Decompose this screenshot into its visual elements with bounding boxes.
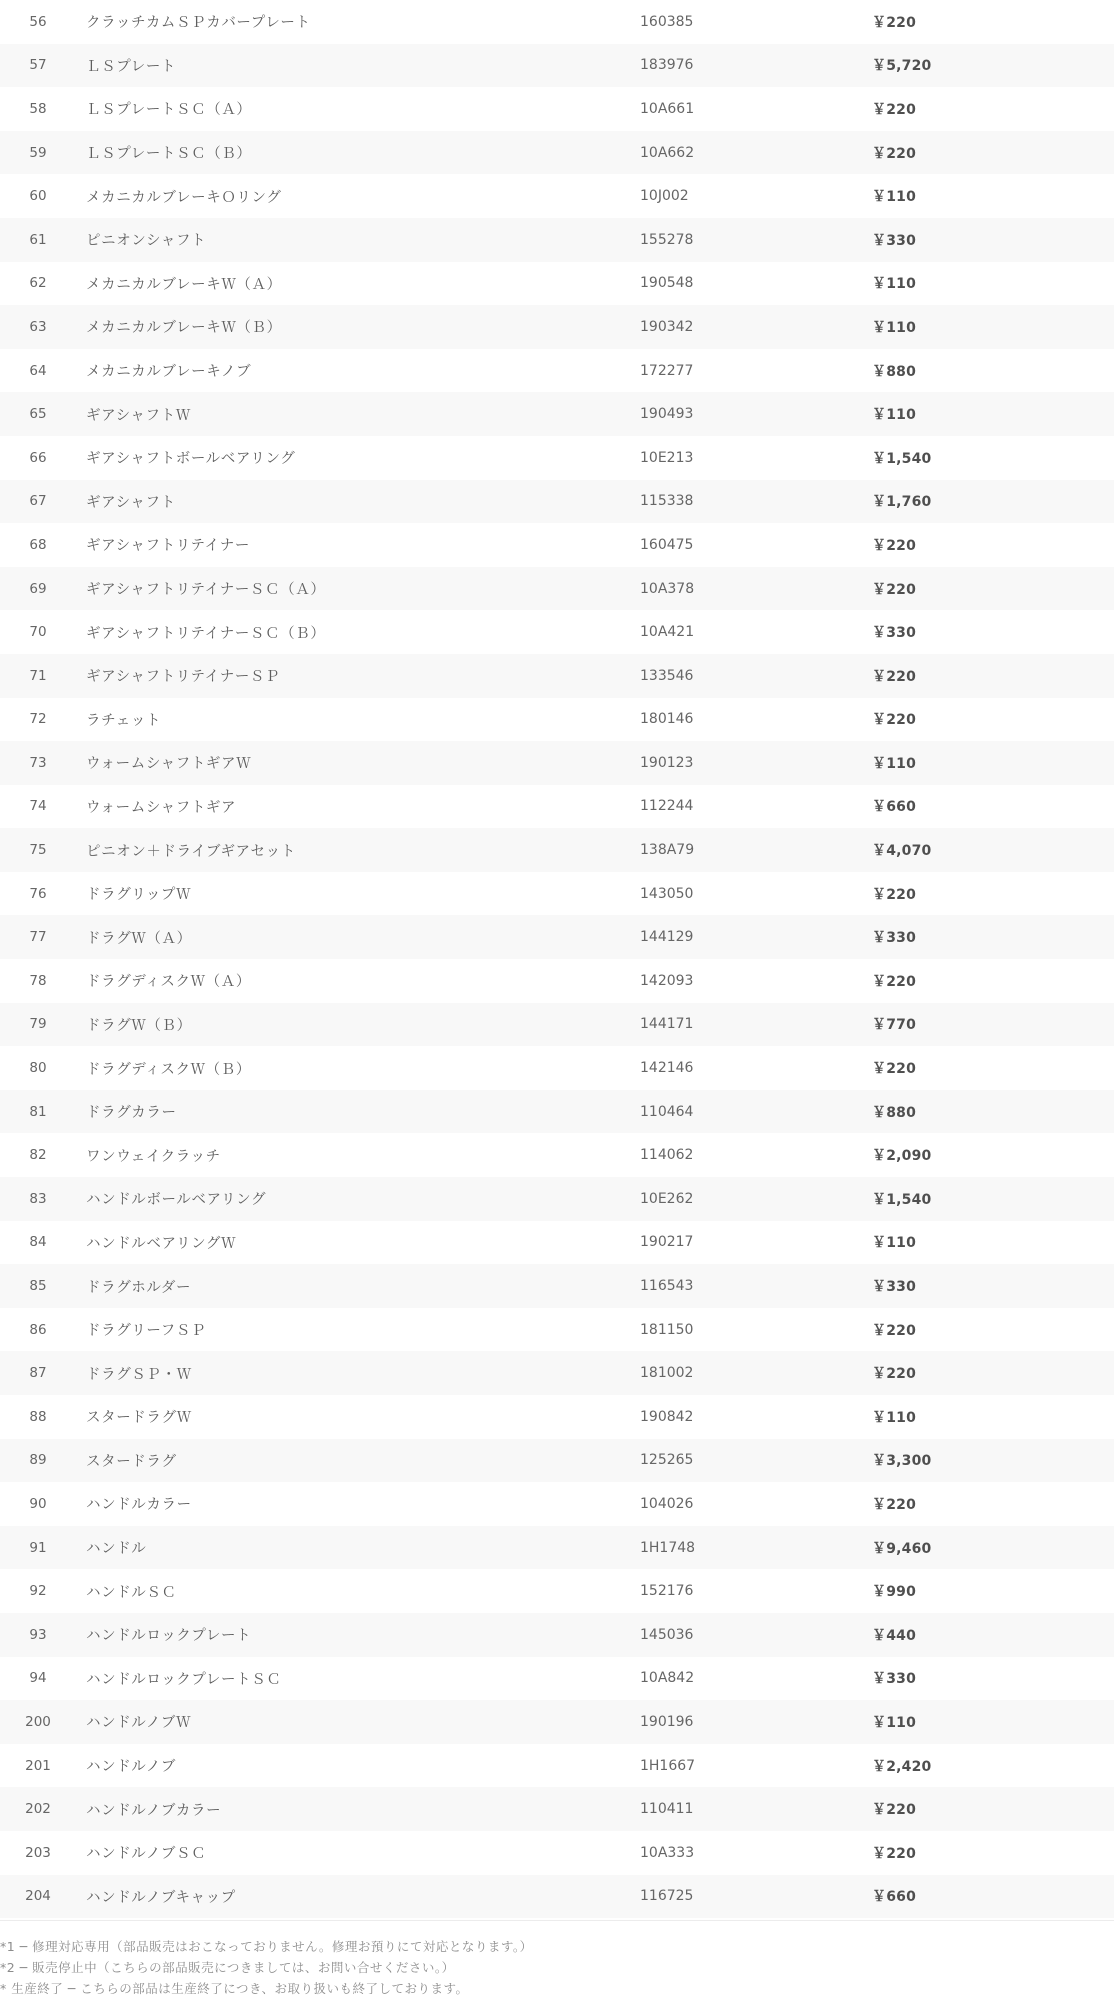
- part-price-cell: ￥330: [872, 1279, 917, 1296]
- part-number-cell: 78: [29, 972, 47, 989]
- part-code-cell: 115338: [640, 493, 694, 510]
- part-name-cell: クラッチカムＳＰカバープレート: [86, 15, 311, 32]
- part-name-cell: ドラグリップＷ: [86, 887, 192, 904]
- part-number-cell: 66: [29, 449, 47, 466]
- part-code-cell: 143050: [640, 885, 694, 902]
- part-price-cell: ￥990: [872, 1584, 917, 1601]
- part-name-cell: ギアシャフト: [86, 494, 176, 511]
- part-name-cell: ドラグＷ（Ｂ）: [86, 1017, 192, 1034]
- footnotes: [0, 1936, 1114, 1999]
- row-padding-cell: [1072, 1003, 1114, 1047]
- table-row: [0, 392, 1114, 436]
- part-name-cell: メカニカルブレーキＷ（Ｂ）: [86, 320, 282, 337]
- part-number-cell: 82: [29, 1147, 47, 1164]
- part-price-cell: ￥110: [872, 319, 917, 336]
- part-number-cell: 91: [29, 1539, 47, 1556]
- part-name-cell: ラチェット: [86, 712, 162, 729]
- part-code-cell: 114062: [640, 1147, 694, 1164]
- row-padding-cell: [1072, 523, 1114, 567]
- part-name-cell: ハンドルＳＣ: [86, 1584, 177, 1601]
- part-code-cell: 112244: [640, 798, 694, 815]
- row-padding-cell: [1072, 1090, 1114, 1134]
- part-name-cell: ウォームシャフトギア: [86, 799, 237, 816]
- part-price-cell: ￥220: [872, 101, 917, 118]
- part-number-cell: 70: [29, 624, 47, 641]
- part-number-cell: 93: [29, 1626, 47, 1643]
- part-number-cell: 59: [29, 144, 47, 161]
- part-code-cell: 104026: [640, 1495, 694, 1512]
- row-padding-cell: [1072, 1221, 1114, 1265]
- part-price-cell: ￥110: [872, 1714, 917, 1731]
- row-padding-cell: [1072, 1744, 1114, 1788]
- part-price-cell: ￥220: [872, 14, 917, 31]
- part-price-cell: ￥440: [872, 1627, 917, 1644]
- row-padding-cell: [1072, 741, 1114, 785]
- part-price-cell: ￥220: [872, 1802, 917, 1819]
- table-row: [0, 1569, 1114, 1613]
- part-price-cell: ￥5,720: [872, 58, 932, 75]
- part-price-cell: ￥330: [872, 625, 917, 642]
- table-row: [0, 959, 1114, 1003]
- part-code-cell: 190342: [640, 318, 694, 335]
- part-price-cell: ￥1,760: [872, 494, 932, 511]
- part-price-cell: ￥9,460: [872, 1540, 932, 1557]
- part-name-cell: ドラグカラー: [86, 1105, 177, 1122]
- part-name-cell: ドラグＳＰ・Ｗ: [86, 1366, 192, 1383]
- table-row: [0, 1308, 1114, 1352]
- table-row: [0, 1046, 1114, 1090]
- part-code-cell: 110411: [640, 1801, 694, 1818]
- part-code-cell: 142146: [640, 1060, 694, 1077]
- row-padding-cell: [1072, 785, 1114, 829]
- part-price-cell: ￥110: [872, 189, 917, 206]
- part-number-cell: 80: [29, 1060, 47, 1077]
- part-price-cell: ￥770: [872, 1017, 917, 1034]
- part-name-cell: ドラグリーフＳＰ: [86, 1323, 207, 1340]
- part-price-cell: ￥1,540: [872, 1191, 932, 1208]
- row-padding-cell: [1072, 349, 1114, 393]
- part-price-cell: ￥110: [872, 276, 917, 293]
- part-code-cell: 190217: [640, 1234, 694, 1251]
- part-name-cell: ハンドルカラー: [86, 1497, 192, 1514]
- part-price-cell: ￥330: [872, 1671, 917, 1688]
- part-name-cell: ドラグディスクＷ（Ａ）: [86, 974, 251, 991]
- table-row: [0, 1395, 1114, 1439]
- part-price-cell: ￥660: [872, 1889, 917, 1906]
- table-row: [0, 741, 1114, 785]
- row-padding-cell: [1072, 1395, 1114, 1439]
- part-number-cell: 65: [29, 406, 47, 423]
- part-name-cell: ＬＳプレートＳＣ（Ｂ）: [86, 146, 252, 163]
- part-code-cell: 152176: [640, 1583, 694, 1600]
- row-padding-cell: [1072, 1569, 1114, 1613]
- part-number-cell: 68: [29, 536, 47, 553]
- footnote-repair-only: *1 ─ 修理対応専用（部品販売はおこなっておりません。修理お預りにて対応となります。）: [0, 1939, 533, 1954]
- part-number-cell: 64: [29, 362, 47, 379]
- row-padding-cell: [1072, 1657, 1114, 1701]
- part-name-cell: ギアシャフトリテイナーＳＣ（Ｂ）: [86, 625, 326, 642]
- table-row: [0, 1439, 1114, 1483]
- part-code-cell: 142093: [640, 972, 694, 989]
- part-price-cell: ￥330: [872, 232, 917, 249]
- row-padding-cell: [1072, 828, 1114, 872]
- part-number-cell: 200: [25, 1713, 51, 1730]
- part-code-cell: 138A79: [640, 842, 695, 859]
- part-number-cell: 85: [29, 1278, 47, 1295]
- table-row: [0, 828, 1114, 872]
- part-price-cell: ￥4,070: [872, 843, 932, 860]
- table-row: [0, 872, 1114, 916]
- part-price-cell: ￥2,420: [872, 1758, 932, 1775]
- table-row: [0, 44, 1114, 88]
- row-padding-cell: [1072, 1700, 1114, 1744]
- part-name-cell: ドラグディスクＷ（Ｂ）: [86, 1061, 251, 1078]
- part-code-cell: 1H1748: [640, 1539, 696, 1556]
- part-number-cell: 58: [29, 100, 47, 117]
- part-name-cell: ハンドルロックプレートＳＣ: [86, 1671, 282, 1688]
- row-padding-cell: [1072, 1482, 1114, 1526]
- part-price-cell: ￥220: [872, 886, 917, 903]
- table-row: [0, 523, 1114, 567]
- part-code-cell: 190842: [640, 1408, 694, 1425]
- table-row: [0, 1177, 1114, 1221]
- part-number-cell: 201: [25, 1757, 51, 1774]
- row-padding-cell: [1072, 305, 1114, 349]
- part-price-cell: ￥220: [872, 712, 917, 729]
- table-row: [0, 131, 1114, 175]
- part-number-cell: 84: [29, 1234, 47, 1251]
- part-name-cell: ピニオンシャフト: [86, 233, 207, 250]
- table-row: [0, 567, 1114, 611]
- part-price-cell: ￥220: [872, 973, 917, 990]
- part-number-cell: 62: [29, 275, 47, 292]
- part-price-cell: ￥110: [872, 407, 917, 424]
- row-padding-cell: [1072, 1177, 1114, 1221]
- part-price-cell: ￥220: [872, 668, 917, 685]
- row-padding-cell: [1072, 87, 1114, 131]
- part-price-cell: ￥220: [872, 1366, 917, 1383]
- table-row: [0, 349, 1114, 393]
- table-row: [0, 1831, 1114, 1875]
- part-code-cell: 10A421: [640, 624, 695, 641]
- part-name-cell: ドラグホルダー: [86, 1279, 192, 1296]
- table-row: [0, 1264, 1114, 1308]
- part-code-cell: 10A662: [640, 144, 695, 161]
- part-name-cell: スタードラグ: [86, 1453, 177, 1470]
- part-code-cell: 10E213: [640, 449, 694, 466]
- part-code-cell: 1H1667: [640, 1757, 696, 1774]
- part-name-cell: メカニカルブレーキＷ（Ａ）: [86, 276, 282, 293]
- table-row: [0, 1526, 1114, 1570]
- part-number-cell: 83: [29, 1190, 47, 1207]
- row-padding-cell: [1072, 480, 1114, 524]
- row-padding-cell: [1072, 610, 1114, 654]
- part-code-cell: 116725: [640, 1888, 694, 1905]
- part-number-cell: 57: [29, 57, 47, 74]
- part-name-cell: スタードラグＷ: [86, 1410, 192, 1427]
- part-name-cell: ウォームシャフトギアＷ: [86, 756, 252, 773]
- row-padding-cell: [1072, 1613, 1114, 1657]
- part-code-cell: 155278: [640, 231, 694, 248]
- part-price-cell: ￥220: [872, 1061, 917, 1078]
- part-number-cell: 87: [29, 1365, 47, 1382]
- part-name-cell: ピニオン＋ドライブギアセット: [86, 843, 296, 860]
- row-padding-cell: [1072, 262, 1114, 306]
- part-code-cell: 160385: [640, 13, 694, 30]
- row-padding-cell: [1072, 872, 1114, 916]
- row-padding-cell: [1072, 1831, 1114, 1875]
- part-number-cell: 86: [29, 1321, 47, 1338]
- part-code-cell: 10A661: [640, 100, 695, 117]
- table-row: [0, 480, 1114, 524]
- part-name-cell: ハンドルノブＷ: [86, 1715, 192, 1732]
- part-code-cell: 144171: [640, 1016, 694, 1033]
- table-bottom-divider: [0, 1920, 1114, 1921]
- part-number-cell: 204: [25, 1888, 51, 1905]
- table-row: [0, 654, 1114, 698]
- row-padding-cell: [1072, 44, 1114, 88]
- part-number-cell: 69: [29, 580, 47, 597]
- part-price-cell: ￥110: [872, 1409, 917, 1426]
- row-padding-cell: [1072, 915, 1114, 959]
- row-padding-cell: [1072, 1046, 1114, 1090]
- row-padding-cell: [1072, 131, 1114, 175]
- table-row: [0, 915, 1114, 959]
- part-name-cell: メカニカルブレーキノブ: [86, 364, 252, 381]
- part-price-cell: ￥110: [872, 1235, 917, 1252]
- part-code-cell: 116543: [640, 1278, 694, 1295]
- row-padding-cell: [1072, 1875, 1114, 1919]
- part-number-cell: 92: [29, 1583, 47, 1600]
- part-name-cell: ギアシャフトＷ: [86, 407, 191, 424]
- table-row: [0, 174, 1114, 218]
- part-name-cell: メカニカルブレーキＯリング: [86, 189, 282, 206]
- part-name-cell: ハンドルノブＳＣ: [86, 1846, 207, 1863]
- table-row: [0, 1787, 1114, 1831]
- part-number-cell: 88: [29, 1408, 47, 1425]
- table-row: [0, 785, 1114, 829]
- row-padding-cell: [1072, 959, 1114, 1003]
- row-padding-cell: [1072, 174, 1114, 218]
- part-price-cell: ￥110: [872, 755, 917, 772]
- part-number-cell: 89: [29, 1452, 47, 1469]
- table-row: [0, 1482, 1114, 1526]
- part-code-cell: 10J002: [640, 188, 689, 205]
- row-padding-cell: [1072, 1526, 1114, 1570]
- part-number-cell: 74: [29, 798, 47, 815]
- part-name-cell: ハンドルノブカラー: [86, 1802, 222, 1819]
- table-row: [0, 1700, 1114, 1744]
- table-row: [0, 1744, 1114, 1788]
- part-code-cell: 160475: [640, 536, 694, 553]
- table-row: [0, 1090, 1114, 1134]
- footnote-discontinued: * 生産終了 ─ こちらの部品は生産終了につき、お取り扱いも終了しております。: [0, 1981, 469, 1996]
- part-price-cell: ￥3,300: [872, 1453, 932, 1470]
- table-row: [0, 218, 1114, 262]
- part-name-cell: ギアシャフトリテイナーＳＣ（Ａ）: [86, 582, 326, 599]
- part-name-cell: ハンドルロックプレート: [86, 1628, 252, 1645]
- table-row: [0, 1613, 1114, 1657]
- row-padding-cell: [1072, 1439, 1114, 1483]
- part-number-cell: 63: [29, 318, 47, 335]
- part-number-cell: 79: [29, 1016, 47, 1033]
- part-price-cell: ￥330: [872, 930, 917, 947]
- part-price-cell: ￥220: [872, 581, 917, 598]
- part-name-cell: ハンドル: [86, 1541, 147, 1558]
- part-code-cell: 10A378: [640, 580, 695, 597]
- part-code-cell: 190548: [640, 275, 694, 292]
- part-name-cell: ドラグＷ（Ａ）: [86, 930, 192, 947]
- part-code-cell: 190123: [640, 754, 694, 771]
- part-code-cell: 110464: [640, 1103, 694, 1120]
- part-price-cell: ￥220: [872, 1496, 917, 1513]
- footnote-sales-suspended: *2 ─ 販売停止中（こちらの部品販売につきましては、お問い合せください。）: [0, 1960, 455, 1975]
- row-padding-cell: [1072, 1308, 1114, 1352]
- part-code-cell: 125265: [640, 1452, 694, 1469]
- part-code-cell: 10E262: [640, 1190, 694, 1207]
- part-name-cell: ギアシャフトリテイナー: [86, 538, 250, 555]
- part-code-cell: 181002: [640, 1365, 694, 1382]
- table-row: [0, 262, 1114, 306]
- table-row: [0, 87, 1114, 131]
- part-price-cell: ￥220: [872, 1845, 917, 1862]
- part-name-cell: ハンドルノブ: [86, 1759, 177, 1776]
- part-number-cell: 81: [29, 1103, 47, 1120]
- row-padding-cell: [1072, 1351, 1114, 1395]
- part-number-cell: 73: [29, 754, 47, 771]
- part-name-cell: ＬＳプレートＳＣ（Ａ）: [86, 102, 252, 119]
- part-name-cell: ギアシャフトリテイナーＳＰ: [86, 669, 281, 686]
- part-code-cell: 10A842: [640, 1670, 695, 1687]
- part-number-cell: 61: [29, 231, 47, 248]
- row-padding-cell: [1072, 567, 1114, 611]
- part-number-cell: 72: [29, 711, 47, 728]
- row-padding-cell: [1072, 392, 1114, 436]
- row-padding-cell: [1072, 1133, 1114, 1177]
- row-padding-cell: [1072, 218, 1114, 262]
- table-row: [0, 1221, 1114, 1265]
- row-padding-cell: [1072, 1787, 1114, 1831]
- table-row: [0, 1875, 1114, 1919]
- part-number-cell: 75: [29, 842, 47, 859]
- part-name-cell: ハンドルベアリングＷ: [86, 1235, 237, 1252]
- part-code-cell: 183976: [640, 57, 694, 74]
- row-padding-cell: [1072, 1264, 1114, 1308]
- part-name-cell: ハンドルノブキャップ: [86, 1889, 236, 1906]
- part-number-cell: 94: [29, 1670, 47, 1687]
- table-row: [0, 436, 1114, 480]
- row-padding-cell: [1072, 698, 1114, 742]
- table-row: [0, 1133, 1114, 1177]
- row-padding-cell: [1072, 654, 1114, 698]
- part-number-cell: 77: [29, 929, 47, 946]
- part-code-cell: 10A333: [640, 1844, 695, 1861]
- part-number-cell: 76: [29, 885, 47, 902]
- table-row: [0, 1351, 1114, 1395]
- row-padding-cell: [1072, 436, 1114, 480]
- row-padding-cell: [1072, 0, 1114, 44]
- part-price-cell: ￥2,090: [872, 1148, 932, 1165]
- part-price-cell: ￥1,540: [872, 450, 932, 467]
- part-number-cell: 202: [25, 1801, 51, 1818]
- table-row: [0, 698, 1114, 742]
- table-row: [0, 305, 1114, 349]
- part-name-cell: ＬＳプレート: [86, 58, 177, 75]
- part-code-cell: 180146: [640, 711, 694, 728]
- part-price-cell: ￥220: [872, 537, 917, 554]
- part-price-cell: ￥660: [872, 799, 917, 816]
- part-name-cell: ギアシャフトボールベアリング: [86, 451, 296, 468]
- part-number-cell: 56: [29, 13, 47, 30]
- table-row: [0, 1003, 1114, 1047]
- part-code-cell: 181150: [640, 1321, 694, 1338]
- part-number-cell: 90: [29, 1495, 47, 1512]
- part-code-cell: 133546: [640, 667, 694, 684]
- part-price-cell: ￥220: [872, 1322, 917, 1339]
- part-code-cell: 144129: [640, 929, 694, 946]
- table-row: [0, 610, 1114, 654]
- part-code-cell: 190493: [640, 406, 694, 423]
- part-price-cell: ￥880: [872, 363, 917, 380]
- part-number-cell: 71: [29, 667, 47, 684]
- part-number-cell: 67: [29, 493, 47, 510]
- part-name-cell: ハンドルボールベアリング: [86, 1192, 267, 1209]
- part-code-cell: 145036: [640, 1626, 694, 1643]
- part-code-cell: 172277: [640, 362, 694, 379]
- part-number-cell: 60: [29, 188, 47, 205]
- part-price-cell: ￥880: [872, 1104, 917, 1121]
- table-row: [0, 0, 1114, 44]
- part-number-cell: 203: [25, 1844, 51, 1861]
- part-price-cell: ￥220: [872, 145, 917, 162]
- part-code-cell: 190196: [640, 1713, 694, 1730]
- part-name-cell: ワンウェイクラッチ: [86, 1148, 221, 1165]
- table-row: [0, 1657, 1114, 1701]
